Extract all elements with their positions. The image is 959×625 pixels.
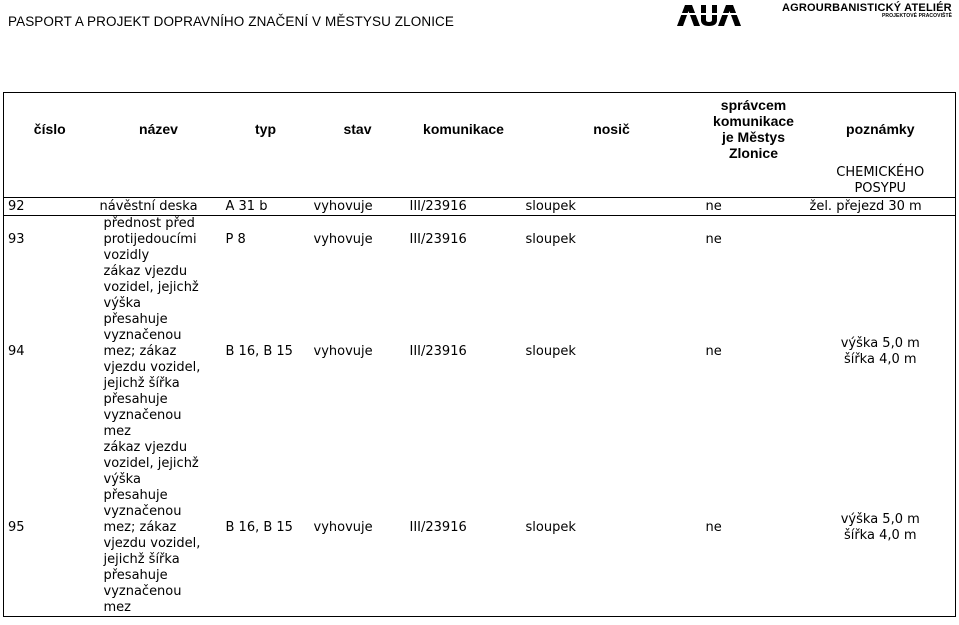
cell-typ: B 16, B 15 <box>225 344 293 359</box>
cell-nazev: přednost před protijedoucími vozidly <box>103 216 197 263</box>
note-vyska: výška 5,0 m <box>840 336 920 351</box>
cell-nosic: sloupek <box>525 232 576 247</box>
studio-subtitle: PROJEKTOVÉ PRACOVIŠTĚ <box>882 13 953 19</box>
cell-komunikace: III/23916 <box>406 198 522 216</box>
note-sirka: šířka 4,0 m <box>843 352 917 367</box>
cell-poznamky <box>806 216 956 265</box>
aua-logo <box>676 3 742 27</box>
col-header-komunikace: komunikace <box>423 121 504 137</box>
pre-row-note: CHEMICKÉHO POSYPU <box>836 165 925 196</box>
cell-poznamky <box>806 440 956 617</box>
table-row <box>4 440 956 617</box>
table-row <box>4 216 956 265</box>
cell-spravce: ne <box>705 232 722 247</box>
note-vyska: výška 5,0 m <box>840 512 920 527</box>
cell-spravce: ne <box>702 198 806 216</box>
cell-cislo: 93 <box>8 232 25 247</box>
col-header-spravce: správcem komunikace je Městys Zlonice <box>713 97 794 161</box>
cell-nosic: sloupek <box>522 198 702 216</box>
cell-poznamky: žel. přejezd 30 m <box>806 198 956 216</box>
cell-typ: B 16, B 15 <box>225 520 293 535</box>
col-header-typ: typ <box>255 121 276 137</box>
col-header-cislo: číslo <box>33 121 66 137</box>
table-row <box>4 264 956 440</box>
col-header-stav: stav <box>343 121 372 137</box>
cell-stav: vyhovuje <box>310 198 406 216</box>
cell-nosic: sloupek <box>525 344 576 359</box>
studio-name: AGROURBANISTICKÝ ATELIÉR <box>782 2 952 14</box>
document-title: PASPORT A PROJEKT DOPRAVNÍHO ZNAČENÍ V MĚSTYSU ZLONICE <box>8 14 454 29</box>
cell-spravce: ne <box>705 520 722 535</box>
table-header-row <box>4 93 956 166</box>
col-header-poznamky: poznámky <box>846 121 915 137</box>
col-header-nazev: název <box>139 121 178 137</box>
cell-komunikace: III/23916 <box>409 520 467 535</box>
table-row-note <box>4 165 956 198</box>
cell-spravce: ne <box>705 344 722 359</box>
cell-cislo: 95 <box>8 520 25 535</box>
table-row <box>4 198 956 216</box>
cell-typ: A 31 b <box>222 198 310 216</box>
note-sirka: šířka 4,0 m <box>843 528 917 543</box>
cell-nazev: zákaz vjezdu vozidel, jejichž výška přesahuje vyznačenou mez; zákaz vjezdu vozidel, jejichž šířka přesahuje vyznačenou mez <box>103 440 201 615</box>
cell-nazev: návěstní deska <box>96 198 222 216</box>
cell-stav: vyhovuje <box>313 344 373 359</box>
cell-nosic: sloupek <box>525 520 576 535</box>
cell-nazev: zákaz vjezdu vozidel, jejichž výška přesahuje vyznačenou mez; zákaz vjezdu vozidel, jejichž šířka přesahuje vyznačenou mez <box>103 264 201 439</box>
cell-stav: vyhovuje <box>313 520 373 535</box>
cell-poznamky <box>806 264 956 440</box>
cell-cislo: 92 <box>4 198 96 216</box>
col-header-nosic: nosič <box>593 121 630 137</box>
cell-stav: vyhovuje <box>313 232 373 247</box>
cell-komunikace: III/23916 <box>409 344 467 359</box>
cell-komunikace: III/23916 <box>409 232 467 247</box>
cell-typ: P 8 <box>225 232 246 247</box>
cell-cislo: 94 <box>8 344 25 359</box>
signage-table <box>3 92 956 617</box>
document-header <box>0 0 959 38</box>
